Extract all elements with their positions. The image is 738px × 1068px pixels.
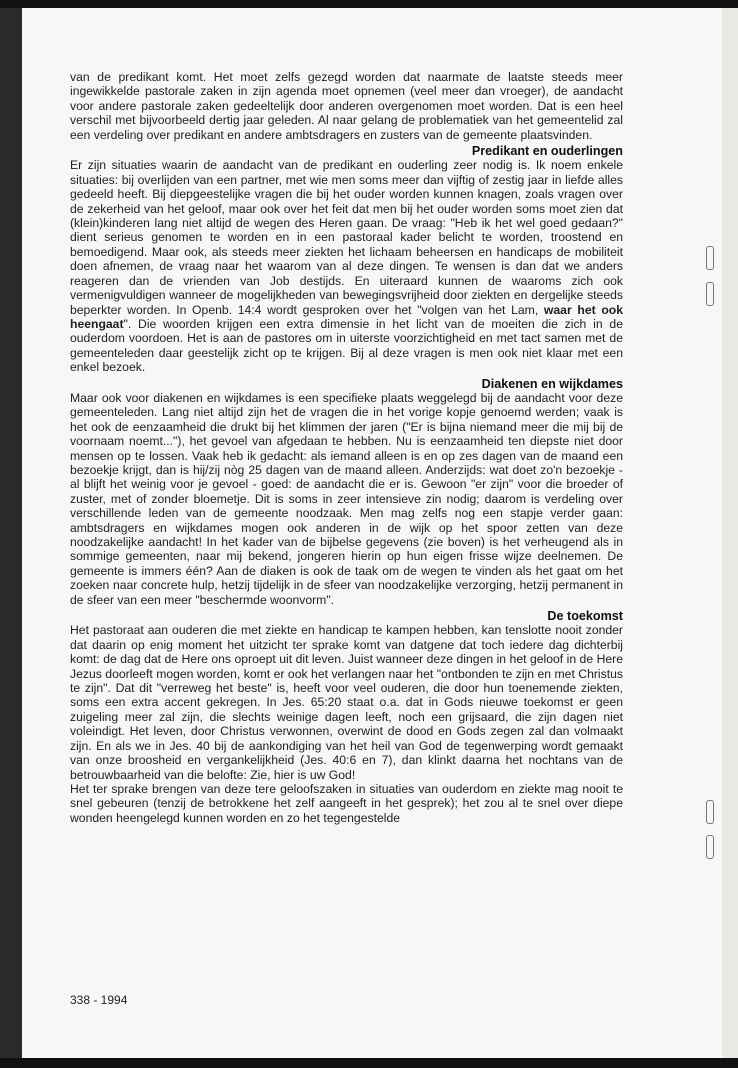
paragraph-predikant	[70, 158, 623, 374]
scan-bottom-edge	[0, 1058, 738, 1068]
paragraph-predikant-part1: Er zijn situaties waarin de aandacht van de predikant en ouderling zeer nodig is. Ik noem enkele situaties: bij overlijden van een partner, met wie men soms meer dan vijftig of zestig jaar in liefde alles gedeeld heeft. Bij diepgeestelijke vragen die bij het ouder worden kunnen knagen, zoals vragen over de zekerheid van het geloof, maar ook over het feit dat men bij het ouder worden soms moet zien dat (klein)kinderen lang niet altijd de wegen des Heren gaan. De vraag: "Heb ik het wel goed gedaan?" dient serieus genomen te worden en in een pastoraal kader belicht te worden, troostend en bemoedigend. Maar ook, als steeds meer ziekten het lichaam beheersen en handicaps de mobiliteit doen afnemen, de vraag naar het waarom van al deze dingen. Te wensen is dan dat we anders reageren dan de vrienden van Job destijds. En uiteraard kunnen de waaroms zich ook vermenigvuldigen wanneer de mogelijkheden van bewegingsvrijheid door ziekten en dergelijke steeds beperkter worden. In Openb. 14:4 wordt gesproken over het "volgen van het Lam,	[70, 158, 623, 317]
paragraph-geloofszaken: Het ter sprake brengen van deze tere geloofszaken in situaties van ouderdom en ziekte mag nooit te snel gebeuren (tenzij de betrokkene het zelf aangeeft in het gesprek); het zou al te snel over diepe wonden heengelegd kunnen worden en zo het tegengestelde	[70, 781, 623, 825]
paragraph-diakenen: Maar ook voor diakenen en wijkdames is een specifieke plaats weggelegd bij de aandacht voor deze gemeenteleden. Lang niet altijd zijn het de vragen die in het vorige kopje genoemd werden; vaak is het ook de eenzaamheid die drukt bij het klimmen der jaren ("Er is bijna niemand meer die mij bij de voornaam noemt..."), het gevoel van afgedaan te hebben. Nu is eenzaamheid ten diepste niet door mensen op te lossen. Vaak heb ik gedacht: als iemand alleen is en op zes dagen van de maand een bezoekje krijgt, dan is hij/zij nòg 25 dagen van de maand alleen. Anderzijds: wat doet zo'n bezoekje - al blijft het weinig voor je gevoel - goed: de aandacht die er is. Gewoon "er zijn" voor die broeder of zuster, met of zonder bloemetje. Dit is soms in zeer intensieve zin nodig; daarom is verdeling over verschillende leden van de gemeente noodzaak. Men mag zelfs nog een stapje verder gaan: ambtsdragers en wijkdames mogen ook anderen in de wijk op het spoor zetten van deze noodzakelijke aandacht! In het kader van de bijbelse gegevens (zie boven) is het verheugend als in sommige gemeenten, naar mij bekend, jongeren hierin op hun eigen frisse wijze deelnemen. De gemeente is immers één? Aan de diaken is ook de taak om de wegen te vinden als het gaat om het zoeken naar concrete hulp, hetzij tijdelijk in de sfeer van noodzakelijke verzorging, hetzij permanent in de sfeer van een meer "beschermde woonvorm".	[70, 390, 623, 607]
emphasis-waar-het-ook-heengaat: waar het ook heengaat	[70, 302, 624, 331]
binding-mark-4	[706, 835, 714, 859]
page-number: 338 - 1994	[70, 993, 128, 1007]
paragraph-toekomst: Het pastoraat aan ouderen die met ziekte en handicap te kampen hebben, kan tenslotte nooit zonder dat daarin op enig moment het uitzicht ter sprake komt van datgene dat toch iedere dag dichterbij komt: de dag dat de Here ons oproept uit dit leven. Juist wanneer deze dingen in het geloof in de Here Jezus doorleeft mogen worden, komt er ook het verlangen naar het "ontbonden te zijn en met Christus te zijn". Dat dit "verreweg het beste" is, heeft voor veel ouderen, die door hun toenemende ziekten, soms een extra accent gekregen. In Jes. 65:20 staat o.a. dat in Gods nieuwe toekomst er geen zuigeling meer zal zijn, die slechts weinige dagen leeft, noch een grijsaard, die zijn dagen niet voleindigt. Het leven, door Christus verwonnen, overwint de dood en Gods zegen zal dan volmaakt zijn. En als we in Jes. 40 bij de aankondiging van het heil van God de tegenwerping wordt gemaakt van onze broosheid en vergankelijkheid (Jes. 40:6 en 7), dan klinkt daarna het nochtans van de betrouwbaarheid van die belofte: Zie, hier is uw God!	[70, 623, 623, 782]
heading-predikant-en-ouderlingen: Predikant en ouderlingen	[471, 144, 623, 159]
binding-mark-1	[706, 246, 714, 270]
scan-top-edge	[0, 0, 738, 8]
binding-mark-3	[706, 800, 714, 824]
binding-mark-2	[706, 282, 714, 306]
heading-diakenen-en-wijkdames: Diakenen en wijkdames	[481, 376, 623, 391]
heading-de-toekomst: De toekomst	[547, 609, 623, 624]
scan-right-edge	[722, 8, 738, 1058]
article-body	[70, 70, 623, 825]
paragraph-predikant-part2: ". Die woorden krijgen een extra dimensie in het licht van de moeiten die zich in de ouderdom voordoen. Het is aan de pastores om in uiterste voorzichtigheid en met tact samen met de gemeenteleden daar geestelijk zicht op te krijgen. Bij al deze vragen is men ook niet klaar met een enkel bezoek.	[70, 316, 623, 375]
paragraph-intro: van de predikant komt. Het moet zelfs gezegd worden dat naarmate de laatste steeds meer ingewikkelde pastorale zaken in zijn agenda moet opnemen (veel meer dan vroeger), de aandacht voor andere pastorale zaken gedeeltelijk door anderen overgenomen moet worden. Dat is een heel verschil met bijvoorbeeld dertig jaar geleden. Al naar gelang de problematiek van het gemeentelid zal een verdeling over predikant en andere ambtsdragers en zusters van de gemeente plaatsvinden.	[70, 70, 623, 142]
